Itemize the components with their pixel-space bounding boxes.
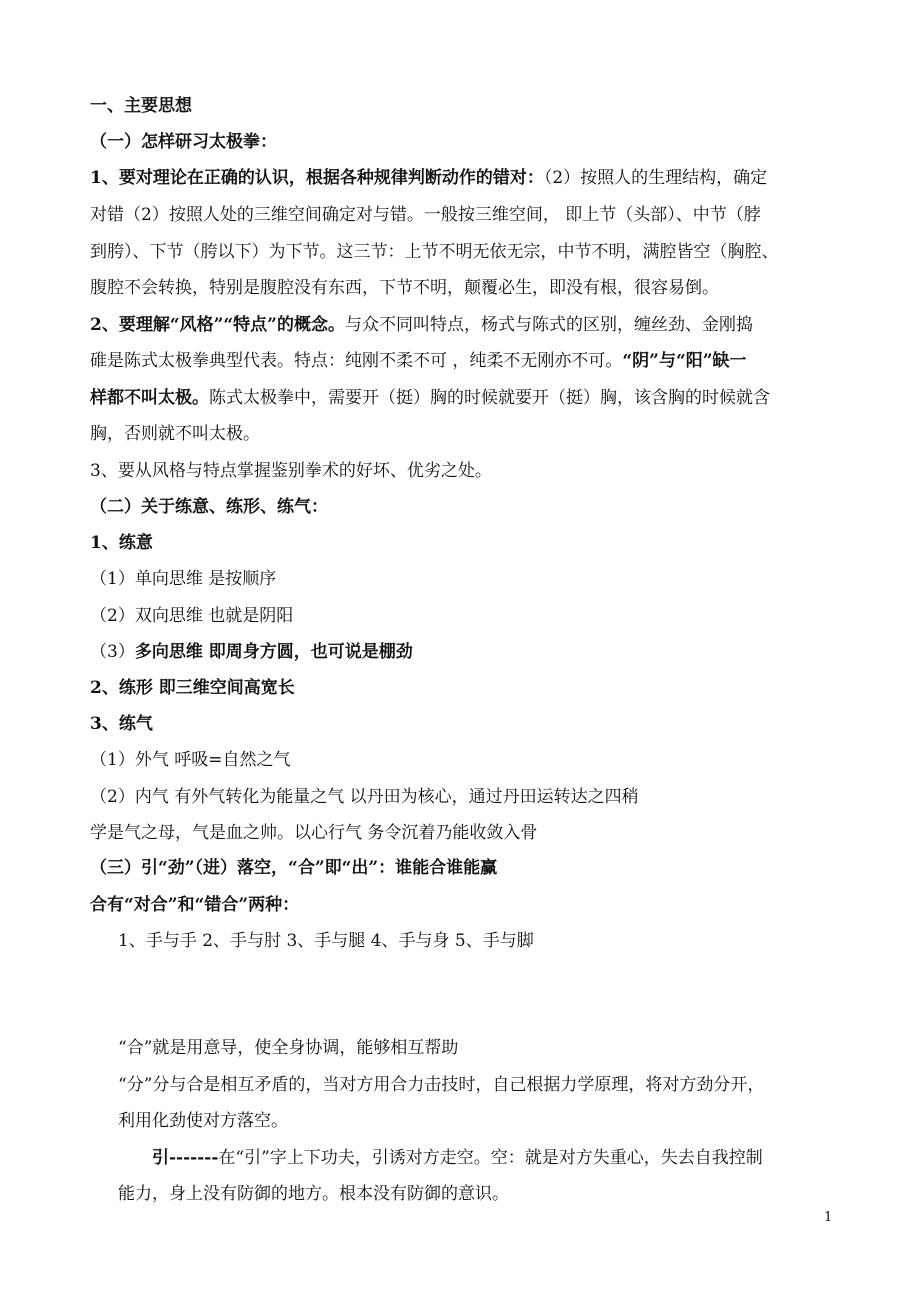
item-qi-blood: 学是气之母，气是血之帅。以心行气 务令沉着乃能收敛入骨 (90, 823, 538, 843)
yin-definition-text: 在“引”字上下功夫，引诱对方走空。空：就是对方失重心，失去自我控制 (218, 1148, 763, 1168)
item-inner-qi: （2）内气 有外气转化为能量之气 以丹田为核心，通过丹田运转达之四稍 (90, 787, 639, 807)
item-two-way-thinking: （2）双向思维 也就是阴阳 (90, 606, 294, 626)
yin-definition-line-1 (152, 1146, 763, 1170)
paragraph-3: 3、要从风格与特点掌握鉴别拳术的好坏、优劣之处。 (90, 461, 492, 481)
item-outer-qi: （1）外气 呼吸=自然之气 (90, 750, 291, 770)
subsection-practice-intent: 1、练意 (90, 533, 153, 553)
paragraph-1-rest: （2）按照人的生理结构，确定 (543, 168, 768, 188)
paragraph-2-bold: 2、要理解“风格”“特点”的概念。 (90, 315, 345, 335)
paragraph-2-line-2-bold: “阴”与“阳”缺一 (622, 351, 747, 371)
section-1-title: （一）怎样研习太极拳： (90, 132, 277, 152)
subsection-practice-form: 2、练形 即三维空间高宽长 (90, 678, 295, 698)
section-2-title: （二）关于练意、练形、练气： (90, 497, 328, 517)
item-multi-way-text: 多向思维 即周身方圆，也可说是棚劲 (134, 642, 413, 662)
page-number: 1 (824, 1210, 833, 1225)
paragraph-1-line-4: 腹腔不会转换，特别是腹腔没有东西，下节不明，颠覆必生，即没有根，很容易倒。 (90, 278, 719, 298)
paragraph-1-line-2: 对错（2）按照人处的三维空间确定对与错。一般按三维空间， 即上节（头部）、中节（脖 (90, 205, 761, 225)
item-multi-way-thinking (90, 640, 413, 664)
combination-list: 1、手与手 2、手与肘 3、手与腿 4、手与身 5、手与脚 (118, 931, 534, 951)
paragraph-1-line-3: 到胯）、下节（胯以下）为下节。这三节：上节不明无依无宗，中节不明，满腔皆空（胸腔、 (90, 242, 779, 262)
item-multi-way-number: （3） (90, 642, 135, 662)
paragraph-1-line-1 (90, 166, 767, 190)
fen-definition-line-1: “分”分与合是相互矛盾的，当对方用合力击技时，自己根据力学原理，将对方劲分开， (118, 1075, 765, 1095)
paragraph-2-line-1 (90, 313, 753, 337)
subsection-practice-qi: 3、练气 (90, 714, 153, 734)
section-3-subtitle: 合有“对合”和“错合”两种： (90, 895, 300, 915)
fen-definition-line-2: 利用化劲使对方落空。 (118, 1111, 288, 1131)
paragraph-2-line-2 (90, 349, 747, 373)
paragraph-2-line-3-text: 陈式太极拳中，需要开（挺）胸的时候就要开（挺）胸，该含胸的时候就含 (209, 388, 770, 408)
paragraph-2-line-3 (90, 386, 770, 410)
paragraph-2-line-4: 胸，否则就不叫太极。 (90, 424, 260, 444)
yin-definition-line-2: 能力，身上没有防御的地方。根本没有防御的意识。 (118, 1184, 509, 1204)
paragraph-2-rest: 与众不同叫特点，杨式与陈式的区别，缠丝劲、金刚捣 (344, 315, 753, 335)
paragraph-2-line-3-bold: 样都不叫太极。 (90, 388, 209, 408)
section-3-title: （三）引“劲”（进）落空，“合”即“出”：谁能合谁能赢 (90, 858, 498, 878)
yin-label: 引------- (152, 1148, 219, 1168)
he-definition: “合”就是用意导，使全身协调，能够相互帮助 (118, 1038, 459, 1058)
paragraph-1-bold: 1、要对理论在正确的认识，根据各种规律判断动作的错对： (90, 168, 544, 188)
heading-main-ideas: 一、主要思想 (90, 96, 192, 116)
item-one-way-thinking: （1）单向思维 是按顺序 (90, 569, 277, 589)
paragraph-2-line-2-text: 碓是陈式太极拳典型代表。特点：纯刚不柔不可 ，纯柔不无刚亦不可。 (90, 351, 623, 371)
